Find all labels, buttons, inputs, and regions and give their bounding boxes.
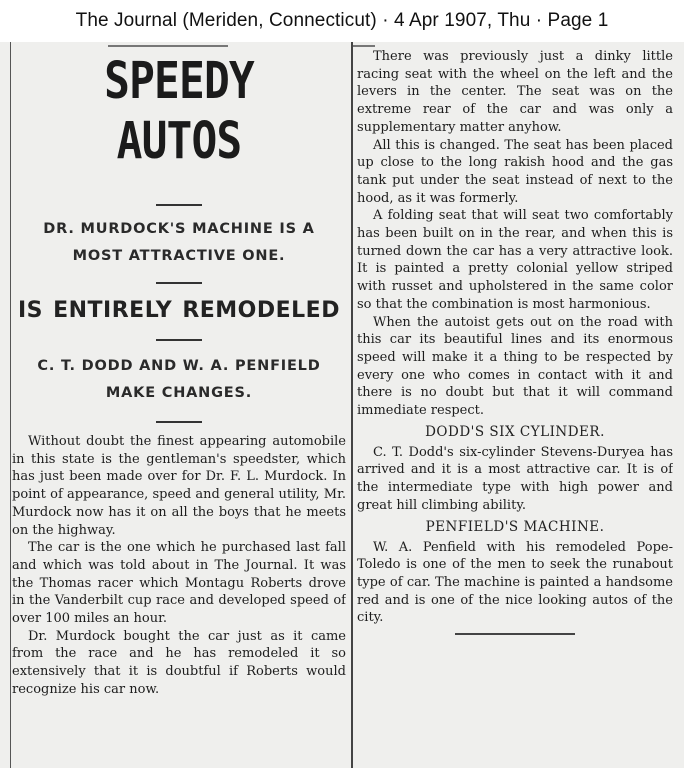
paragraph: Without doubt the finest appearing automobile in this state is the gentleman's speedster, which has just been made over for Dr. F. L. Murdock. In point of appearance, speed and general utility, Mr. Murdock now has it on all the boys that he meets on the highway.: [12, 434, 346, 538]
deck-three-line-two: MAKE CHANGES.: [105, 385, 253, 401]
column-rule-middle: [351, 42, 353, 768]
deck-two-word: ENTIRELY: [53, 298, 173, 323]
right-column: [357, 42, 673, 768]
page-header: [0, 0, 684, 42]
deck-three-line-one: C. T. DODD AND W. A. PENFIELD: [37, 358, 321, 374]
paragraph: W. A. Penfield with his remodeled Pope-Toledo is one of the men to seek the runabout type of car. The machine is painted a handsome red and is one of the nice looking autos of the city.: [357, 539, 673, 626]
paragraph: There was previously just a dinky little racing seat with the wheel on the left and the levers in the center. The seat was on the extreme rear of the car and was only a supplementary matter anyhow.: [357, 49, 673, 135]
paragraph: Dr. Murdock bought the car just as it came from the race and he has remodeled it so extensively that it is doubtful if Roberts would recognize his car now.: [12, 628, 346, 697]
deck-two-word: IS: [18, 298, 44, 323]
article-body-dodd: [357, 444, 673, 515]
subhead-penfield: PENFIELD'S MACHINE.: [425, 518, 605, 535]
paragraph: When the autoist gets out on the road with this car its beautiful lines and its enormous speed will make it a thing to be respected by every one who comes in contact with it and there is no doubt but that it will command immediate respect.: [357, 314, 673, 419]
paragraph: All this is changed. The seat has been placed up close to the long rakish hood and the gas tank put under the seat instead of next to the hood, as it was formerly.: [357, 137, 673, 206]
left-column: [12, 42, 346, 768]
article-body-penfield: [357, 539, 673, 628]
article-body-right: [357, 48, 673, 420]
newspaper-clipping: [0, 42, 684, 768]
end-rule: [455, 633, 575, 635]
paragraph: A folding seat that will seat two comfortably has been built on in the rear, and when this is turned down the car has a very attractive look. It is painted a pretty colonial yellow striped with russet and upholstered in the same color so that the combination is most harmonious.: [357, 208, 673, 312]
deck-two-word: REMODELED: [182, 298, 340, 323]
deck-one-line-two: MOST ATTRACTIVE ONE.: [72, 248, 286, 264]
paragraph: The car is the one which he purchased last fall and which was told about in The Journal. It was the Thomas racer which Montagu Roberts drove in the Vanderbilt cup race and developed speed of over 100 miles an hour.: [12, 540, 346, 627]
headline: SPEEDY AUTOS: [104, 52, 254, 171]
subhead-dodd: DODD'S SIX CYLINDER.: [425, 423, 605, 440]
column-rule-left: [10, 42, 11, 768]
article-body-left: [12, 433, 346, 699]
deck-one-line-one: DR. MURDOCK'S MACHINE IS A: [43, 221, 315, 237]
paragraph: C. T. Dodd's six-cylinder Stevens-Duryea has arrived and it is a most attractive car. It is of the intermediate type with high power and great hill climbing ability.: [357, 444, 673, 513]
page-header-title: The Journal (Meriden, Connecticut) · 4 Apr 1907, Thu · Page 1: [75, 10, 609, 31]
deck-two: [12, 298, 346, 323]
